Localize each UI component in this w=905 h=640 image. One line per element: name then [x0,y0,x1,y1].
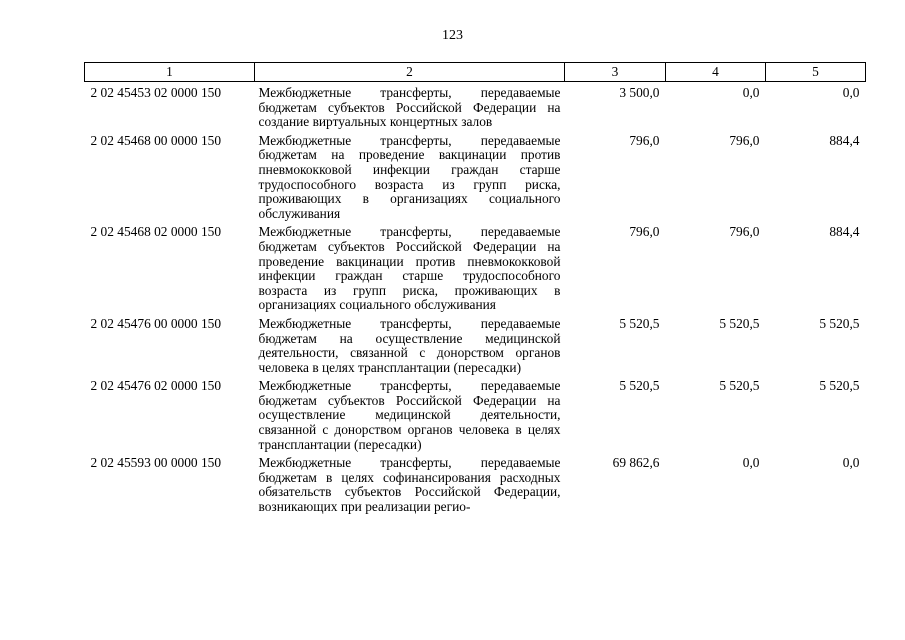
table-row [85,375,866,452]
budget-description: Межбюджетные трансферты, передаваемые бюджетам на проведение вакцинации против пневмококковой инфекции граждан старше трудоспособного возраста из групп риска, проживающих в организациях социального обслуживания [258,132,561,221]
column-header-1: 1 [85,63,255,82]
value-col-5: 0,0 [842,455,860,471]
value-col-4: 0,0 [742,85,760,100]
page-number: 123 [442,28,463,43]
budget-code: 2 02 45476 00 0000 150 [90,315,222,331]
value-col-5: 0,0 [842,85,860,100]
table-row [85,313,866,375]
column-header-2: 2 [255,63,565,82]
value-col-4: 796,0 [729,224,760,240]
budget-code: 2 02 45453 02 0000 150 [90,85,222,100]
value-col-3: 3 500,0 [619,85,660,100]
budget-description: Межбюджетные трансферты, передаваемые бюджетам субъектов Российской Федерации на осуществление медицинской деятельности, связанной с донорством органов человека в целях трансплантации (пересадки) [258,378,561,452]
value-col-3: 69 862,6 [612,455,660,471]
table-row [85,130,866,222]
value-col-5: 884,4 [829,132,860,148]
budget-description: Межбюджетные трансферты, передаваемые бюджетам субъектов Российской Федерации на создание виртуальных концертных залов [258,85,561,130]
budget-description: Межбюджетные трансферты, передаваемые бюджетам на осуществление медицинской деятельности, связанной с донорством органов человека в целях трансплантации (пересадки) [258,315,561,375]
value-col-3: 5 520,5 [619,315,660,331]
value-col-4: 5 520,5 [719,378,760,394]
value-col-5: 884,4 [829,224,860,240]
column-header-5: 5 [766,63,866,82]
column-header-4: 4 [666,63,766,82]
header-row [85,63,866,82]
value-col-3: 5 520,5 [619,378,660,394]
table-row [85,452,866,514]
value-col-3: 796,0 [629,132,660,148]
table-row [85,221,866,313]
value-col-4: 796,0 [729,132,760,148]
column-header-3: 3 [565,63,666,82]
value-col-5: 5 520,5 [819,378,860,394]
value-col-3: 796,0 [629,224,660,240]
budget-code: 2 02 45468 02 0000 150 [90,224,222,240]
value-col-4: 0,0 [742,455,760,471]
table-row [85,82,866,130]
value-col-5: 5 520,5 [819,315,860,331]
value-col-4: 5 520,5 [719,315,760,331]
budget-description: Межбюджетные трансферты, передаваемые бюджетам субъектов Российской Федерации на проведение вакцинации против пневмококковой инфекции граждан старше трудоспособного возраста из групп риска, проживающих в организациях социального обслуживания [258,224,561,313]
budget-code: 2 02 45593 00 0000 150 [90,455,222,471]
budget-code: 2 02 45476 02 0000 150 [90,378,222,394]
budget-description: Межбюджетные трансферты, передаваемые бюджетам в целях софинансирования расходных обязательств субъектов Российской Федерации, возникающих при реализации регио- [258,455,561,515]
budget-table [84,62,866,515]
budget-code: 2 02 45468 00 0000 150 [90,132,222,148]
